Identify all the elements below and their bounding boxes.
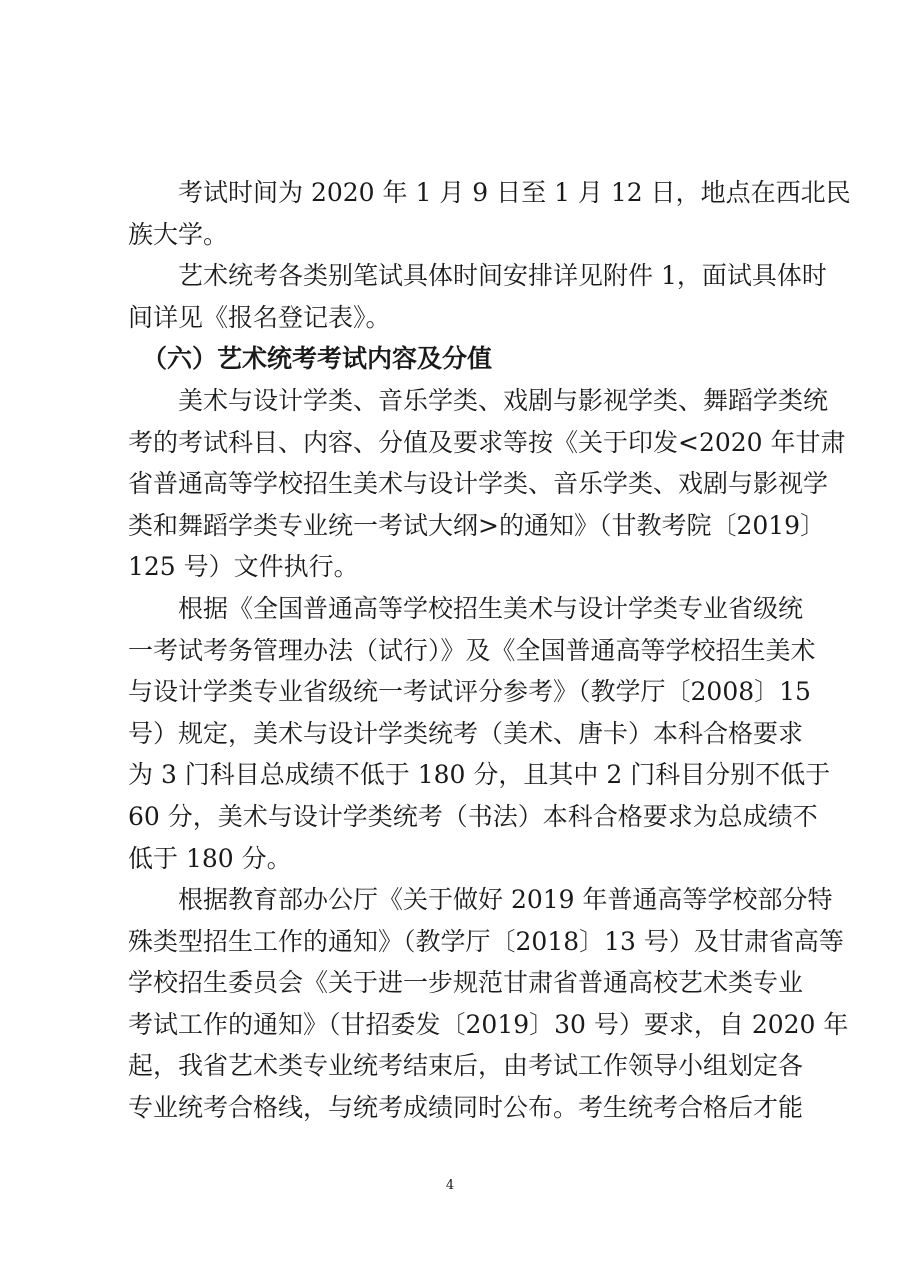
text-line: 间详见《报名登记表》。	[128, 302, 391, 332]
page-number: 4	[445, 1178, 455, 1193]
text-line: 低于 180 分。	[128, 843, 292, 873]
text-line: 根据教育部办公厅《关于做好 2019 年普通高等学校部分特	[178, 885, 833, 915]
text-line: 专业统考合格线，与统考成绩同时公布。考生统考合格后才能	[128, 1093, 804, 1123]
text-line: 艺术统考各类别笔试具体时间安排详见附件 1，面试具体时	[178, 261, 827, 291]
text-line: 学校招生委员会《关于进一步规范甘肃省普通高校艺术类专业	[128, 968, 804, 998]
text-line: 根据《全国普通高等学校招生美术与设计学类专业省级统	[178, 593, 804, 623]
text-line: 与设计学类专业省级统一考试评分参考》（教学厅〔2008〕15	[128, 677, 811, 707]
text-line: 省普通高等学校招生美术与设计学类、音乐学类、戏剧与影视学	[128, 469, 829, 499]
document-body	[128, 172, 851, 1129]
text-line: 殊类型招生工作的通知》（教学厅〔2018〕13 号）及甘肃省高等	[128, 926, 844, 956]
text-line: 起，我省艺术类专业统考结束后，由考试工作领导小组划定各	[128, 1051, 804, 1081]
text-line: 考试时间为 2020 年 1 月 9 日至 1 月 12 日，地点在西北民	[178, 178, 851, 207]
text-line: 125 号）文件执行。	[128, 552, 359, 582]
text-line: 号）规定，美术与设计学类统考（美术、唐卡）本科合格要求	[128, 718, 804, 748]
text-line: 为 3 门科目总成绩不低于 180 分，且其中 2 门科目分别不低于	[128, 760, 831, 790]
section-heading: （六）艺术统考考试内容及分值	[142, 344, 493, 374]
text-line: 族大学。	[128, 219, 229, 249]
text-line: 60 分，美术与设计学类统考（书法）本科合格要求为总成绩不	[128, 801, 818, 831]
text-line: 美术与设计学类、音乐学类、戏剧与影视学类、舞蹈学类统	[178, 385, 829, 415]
text-line: 考试工作的通知》（甘招委发〔2019〕30 号）要求，自 2020 年	[128, 1009, 849, 1039]
text-line: 类和舞蹈学类专业统一考试大纲>的通知》（甘教考院〔2019〕	[128, 510, 826, 540]
text-line: 一考试考务管理办法（试行）》及《全国普通高等学校招生美术	[128, 635, 816, 665]
text-line: 考的考试科目、内容、分值及要求等按《关于印发<2020 年甘肃	[128, 427, 846, 457]
